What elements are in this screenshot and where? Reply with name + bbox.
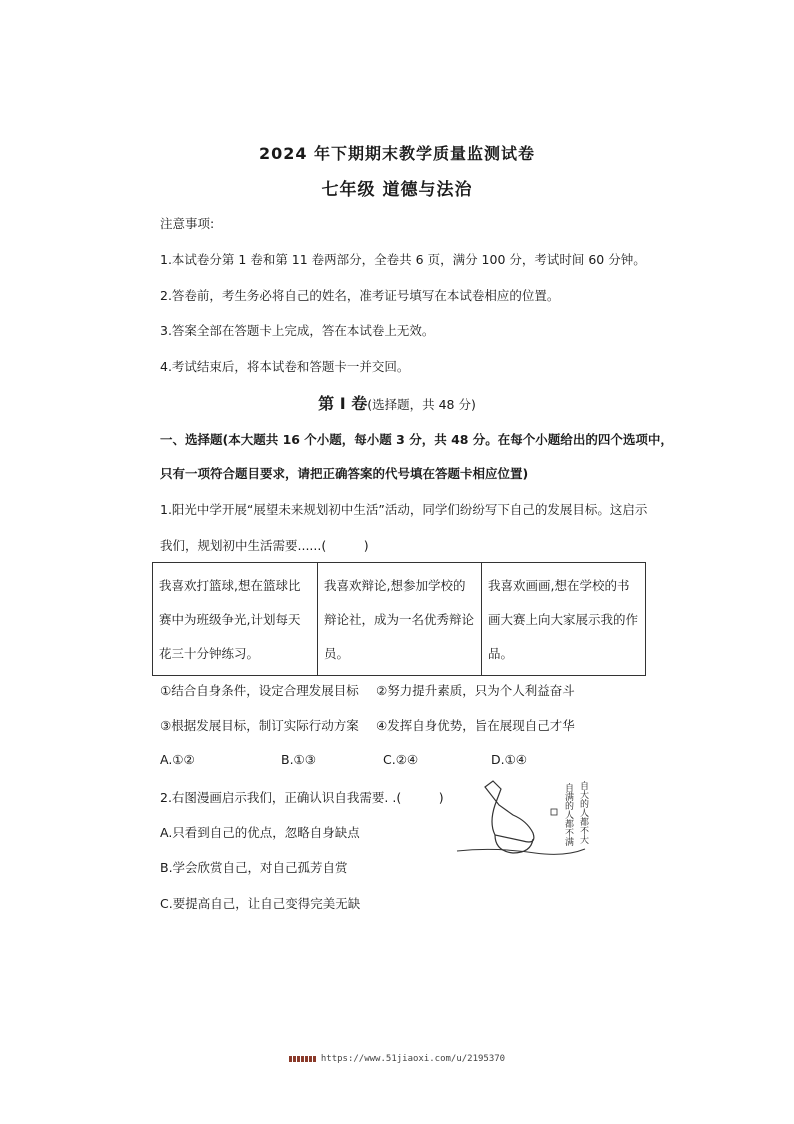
cartoon-caption-1: 自满的人都不满 <box>563 783 573 846</box>
exam-title: 2024 年下期期末教学质量监测试卷 <box>258 144 536 163</box>
q1-choice-c: C.②④ <box>383 752 419 767</box>
site-logo-icon <box>289 1056 317 1062</box>
exam-subtitle: 七年级 道德与法治 <box>321 180 473 200</box>
section-title-note: (选择题，共 48 分) <box>367 397 476 412</box>
q2-stem: 2.右图漫画启示我们，正确认识自我需要. .( ) <box>160 790 444 805</box>
q2-choice-a: A.只看到自己的优点，忽略自身缺点 <box>160 825 360 840</box>
q1-table <box>152 562 646 676</box>
q1-table-cell-2: 我喜欢辩论,想参加学校的辩论社，成为一名优秀辩论员。 <box>318 563 482 676</box>
notice-item-3: 3.答案全部在答题卡上完成，答在本试卷上无效。 <box>160 323 435 338</box>
q1-statement-1: ①结合自身条件，设定合理发展目标 <box>160 683 359 698</box>
q2-choice-c: C.要提高自己，让自己变得完美无缺 <box>160 896 361 911</box>
notice-heading: 注意事项: <box>160 216 215 231</box>
q1-choice-b: B.①③ <box>281 752 316 767</box>
notice-item-4: 4.考试结束后，将本试卷和答题卡一并交回。 <box>160 359 410 374</box>
q1-table-cell-1: 我喜欢打篮球,想在篮球比赛中为班级争光,计划每天花三十分钟练习。 <box>153 563 318 676</box>
q1-choice-d: D.①④ <box>491 752 528 767</box>
ground-line <box>457 849 585 854</box>
section-title <box>0 391 794 414</box>
table-row <box>153 563 646 676</box>
notice-item-1: 1.本试卷分第 1 卷和第 11 卷两部分，全卷共 6 页，满分 100 分，考试时间 60 分钟。 <box>160 252 646 267</box>
q2-choice-b: B.学会欣赏自己，对自己孤芳自赏 <box>160 860 348 875</box>
section-instruction-2: 只有一项符合题目要求，请把正确答案的代号填在答题卡相应位置) <box>160 466 529 481</box>
q1-stem-2: 我们，规划初中生活需要......( ) <box>160 538 369 553</box>
footer-url[interactable]: https://www.51jiaoxi.com/u/2195370 <box>320 1054 506 1064</box>
cartoon-seal <box>551 809 557 815</box>
notice-item-2: 2.答卷前，考生务必将自己的姓名，准考证号填写在本试卷相应的位置。 <box>160 288 560 303</box>
q1-statement-4: ④发挥自身优势，旨在展现自己才华 <box>376 718 575 733</box>
cartoon-caption-2: 自大的人都不大 <box>578 781 588 844</box>
section-title-main: 第 I 卷 <box>318 394 368 413</box>
q1-stem-1: 1.阳光中学开展“展望未来规划初中生活”活动，同学们纷纷写下自己的发展目标。这启示 <box>160 502 648 517</box>
q1-choice-a: A.①② <box>160 752 195 767</box>
q1-statement-2: ②努力提升素质，只为个人利益奋斗 <box>376 683 575 698</box>
footer <box>0 1054 794 1064</box>
q1-table-cell-3: 我喜欢画画,想在学校的书画大赛上向大家展示我的作品。 <box>482 563 646 676</box>
cartoon-image <box>455 775 615 865</box>
section-instruction-1: 一、选择题(本大题共 16 个小题，每小题 3 分，共 48 分。在每个小题给出的四个选项中， <box>160 432 673 447</box>
q1-statement-3: ③根据发展目标，制订实际行动方案 <box>160 718 359 733</box>
bottle-shape <box>485 781 534 842</box>
